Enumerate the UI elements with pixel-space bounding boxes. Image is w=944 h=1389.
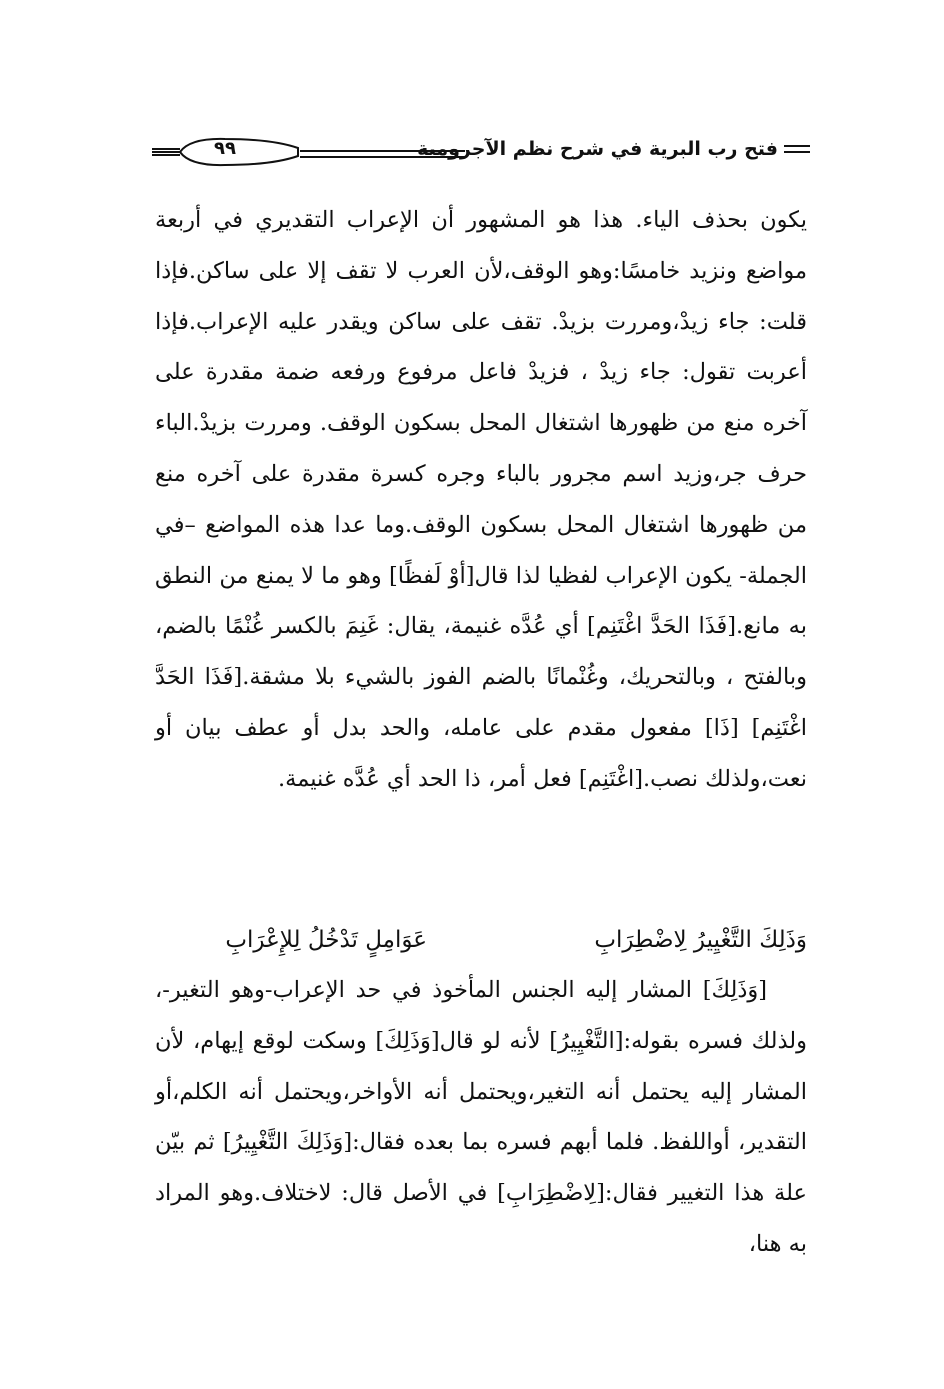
- paragraph-2-block: [155, 965, 807, 1270]
- running-header: [150, 130, 810, 180]
- verse-second-hemistich: عَوَامِلٍ تَدْخُلُ لِلإِعْرَابِ: [225, 927, 427, 953]
- paragraph-1: [155, 195, 807, 805]
- verse-first-hemistich: وَذَلِكَ التَّغْيِيرُ لِاضْطِرَابِ: [594, 927, 807, 953]
- header-double-rule: [300, 150, 465, 158]
- verse-line: [155, 915, 807, 965]
- page-number: ٩٩: [214, 138, 236, 159]
- paragraph-2: [155, 965, 807, 1270]
- header-title-group: [417, 138, 810, 160]
- book-title: فتح رب البرية في شرح نظم الآجرومية: [417, 138, 778, 160]
- paragraph-2-text: [وَذَلِكَ] المشار إليه الجنس المأخوذ في حد الإعراب-وهو التغير-، ولذلك فسره بقوله:[التَّغْيِيرُ] لأنه لو قال[وَذَلِكَ] وسكت لوقع إيهام، لأن المشار إليه يحتمل أنه التغير،ويحتمل أنه الأواخر،ويحتمل أنه الكلم،أو التقدير، أواللفظ. فلما أبهم فسره بما بعده فقال:[وَذَلِكَ التَّغْيِيرُ] ثم بيّن علة هذا التغيير فقال:[لِاضْطِرَابِ] في الأصل قال: لاختلاف.وهو المراد به هنا،: [155, 977, 808, 1257]
- header-double-bar: [784, 145, 810, 153]
- paragraph-1-text: يكون بحذف الياء. هذا هو المشهور أن الإعراب التقديري في أربعة مواضع ونزيد خامسًا:وهو الوقف،لأن العرب لا تقف إلا على ساكن.فإذا قلت: جاء زيدْ،ومررت بزيدْ. تقف على ساكن ويقدر عليه الإعراب.فإذا أعربت تقول: جاء زيدْ ، فزيدْ فاعل مرفوع ورفعه ضمة مقدرة على آخره منع من ظهورها اشتغال المحل بسكون الوقف. ومررت بزيدْ.الباء حرف جر،وزيد اسم مجرور بالباء وجره كسرة مقدرة على آخره منع من ظهورها اشتغال المحل بسكون الوقف.وما عدا هذه المواضع –في الجملة- يكون الإعراب لفظيا لذا قال[أوْ لَفظًا] وهو ما لا يمنع من النطق به مانع.[فَذَا الحَدَّ اغْتَنِم] أي عُدَّه غنيمة، يقال: غَنِمَ بالكسر غُنْمًا بالضم، وبالفتح ، وبالتحريك، وغُنْمانًا بالضم الفوز بالشيء بلا مشقة.[فَذَا الحَدَّ اغْتَنِم] [ذَا] مفعول مقدم على عامله، والحد بدل أو عطف بيان أو نعت،ولذلك نصب.[اغْتَنِم] فعل أمر، ذا الحد أي عُدَّه غنيمة.: [155, 207, 807, 792]
